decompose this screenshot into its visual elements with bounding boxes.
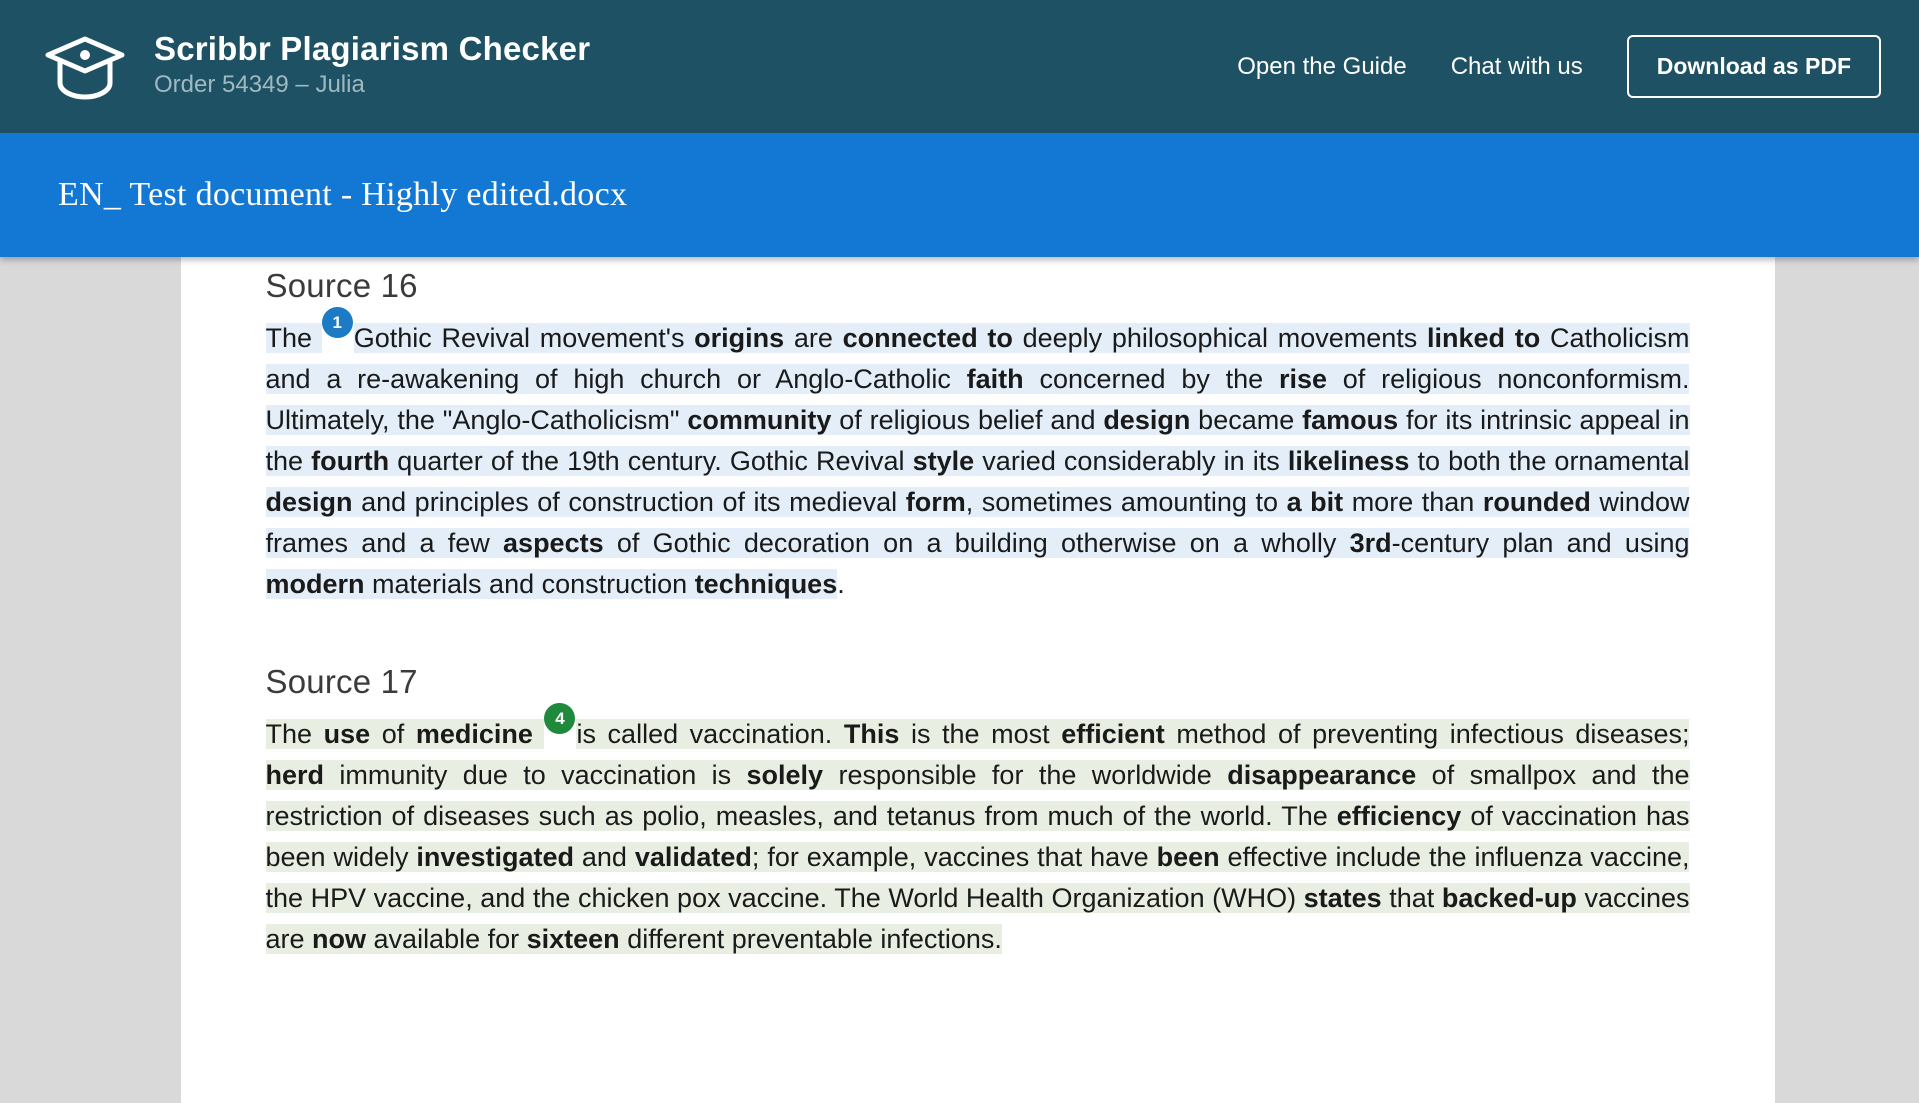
brand xyxy=(42,30,590,104)
app-header xyxy=(0,0,1919,133)
download-as-pdf-button[interactable]: Download as PDF xyxy=(1627,35,1881,98)
source-heading: Source 17 xyxy=(265,663,418,700)
app-title: Scribbr Plagiarism Checker xyxy=(154,29,591,67)
match-marker-1[interactable]: 1 xyxy=(322,307,353,338)
nav-open-the-guide[interactable]: Open the Guide xyxy=(1237,52,1407,80)
source-paragraph: The 1Gothic Revival movement's origins are connected to deeply philosophical movements linked to Catholicism and a re-awakening of high church or Anglo-Catholic faith concerned by the rise of religious nonconformism. Ultimately, the "Anglo-Catholicism" community of religious belief and design became famous for its intrinsic appeal in the fourth quarter of the 19th century. Gothic Revival style varied considerably in its likeliness to both the ornamental design and principles of construction of its medieval form, sometimes amounting to a bit more than rounded window frames and a few aspects of Gothic decoration on a building otherwise on a wholly 3rd-century plan and using modern materials and construction techniques. xyxy=(266,317,1690,605)
source-block-17 xyxy=(266,663,1690,960)
header-nav xyxy=(1237,35,1881,98)
document-workspace[interactable] xyxy=(0,257,1919,1103)
source-block-16 xyxy=(266,267,1690,605)
document-title-bar xyxy=(0,133,1919,257)
document-page xyxy=(181,257,1775,1103)
page-left-gutter xyxy=(0,257,36,1103)
match-marker-4[interactable]: 4 xyxy=(544,703,575,734)
source-heading: Source 16 xyxy=(265,267,418,304)
document-filename: EN_ Test document - Highly edited.docx xyxy=(58,176,628,213)
source-paragraph: The use of medicine 4is called vaccination. This is the most efficient method of preventing infectious diseases; herd immunity due to vaccination is solely responsible for the worldwide disappearance of smallpox and the restriction of diseases such as polio, measles, and tetanus from much of the world. The efficiency of vaccination has been widely investigated and validated; for example, vaccines that have been effective include the influenza vaccine, the HPV vaccine, and the chicken pox vaccine. The World Health Organization (WHO) states that backed-up vaccines are now available for sixteen different preventable infections. xyxy=(266,713,1690,960)
graduation-cap-icon xyxy=(42,31,128,103)
nav-chat-with-us[interactable]: Chat with us xyxy=(1450,52,1583,80)
order-subtitle: Order 54349 – Julia xyxy=(154,71,365,99)
